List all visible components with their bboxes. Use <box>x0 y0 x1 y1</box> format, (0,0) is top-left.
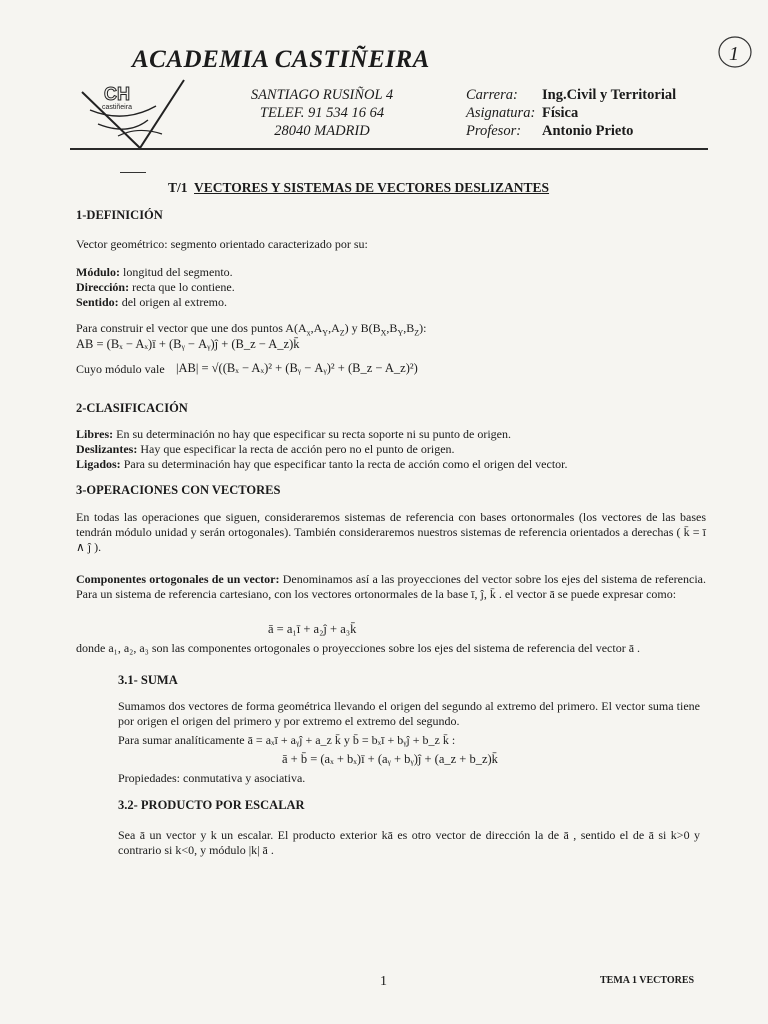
modulus-label: Cuyo módulo vale <box>76 362 165 376</box>
course-key: Carrera: <box>466 87 518 103</box>
academy-name: ACADEMIA CASTIÑEIRA <box>132 46 430 73</box>
address-line: SANTIAGO RUSIÑOL 4 <box>250 87 394 103</box>
teacher-key: Profesor: <box>466 123 522 139</box>
classification-list <box>76 427 568 472</box>
item-text: recta que lo contiene. <box>129 280 235 294</box>
item-text: Hay que especificar la recta de acción pero no el punto de origen. <box>137 442 455 456</box>
equation-a: ā = a₁ī + a₂ĵ + a₃k̄ <box>268 622 357 636</box>
definition-intro: Vector geométrico: segmento orientado caracterizado por su: <box>76 237 368 251</box>
equation-modulus: |AB| = √((Bₓ − Aₓ)² + (Bᵧ − Aᵧ)² + (B_z − A_z)²) <box>176 361 418 375</box>
definition-list <box>76 265 235 310</box>
sum-analytic-line: Para sumar analíticamente ā = aₓī + aᵧĵ + a_z k̄ y b̄ = bₓī + bᵧĵ + b_z k̄ : <box>118 733 456 747</box>
item-term: Sentido: <box>76 295 119 309</box>
section-heading: 2-CLASIFICACIÓN <box>76 401 188 415</box>
equation-sum: ā + b̄ = (aₓ + bₓ)ī + (aᵧ + bᵧ)ĵ + (a_z + b_z)k̄ <box>282 752 498 766</box>
list-item <box>76 265 235 280</box>
list-item <box>76 295 235 310</box>
course-value: Ing.Civil y Territorial <box>542 87 677 103</box>
scalar-paragraph: Sea ā un vector y k un escalar. El producto exterior kā es otro vector de dirección la de ā , sentido el de ā si k>0 y contrario si k<0, y módulo |k| ā . <box>118 828 700 857</box>
subsection-heading: 3.2- PRODUCTO POR ESCALAR <box>118 798 305 812</box>
footer-label: TEMA 1 VECTORES <box>600 975 695 986</box>
components-text: Denominamos así a las proyecciones del vector sobre los ejes del sistema de referencia. Para un sistema de referencia cartesiano, con los vectores ortonormales de la base ī, ĵ, k̄ . el vector ā se puede expresar como: <box>76 572 706 601</box>
academy-address <box>232 86 412 140</box>
construct-line: Para construir el vector que une dos puntos $A(A_x,A_Y,A_Z)$ y $B(B_X,B_Y,B_Z)$: <box>76 321 427 338</box>
topic-name: VECTORES Y SISTEMAS DE VECTORES DESLIZANTES <box>194 180 550 195</box>
list-item <box>76 427 568 442</box>
operations-paragraph: En todas las operaciones que siguen, consideraremos sistemas de referencia con bases ortonormales (los vectores de las bases tendrán módulo unidad y serán ortogonales). También consideraremos nuestros sistemas de referencia orientados a derechas ( k̄ = ī ∧ ĵ ). <box>76 510 706 554</box>
item-text: longitud del segmento. <box>120 265 233 279</box>
item-term: Deslizantes: <box>76 442 138 456</box>
components-where: donde a₁, a₂, a₃ son las componentes ortogonales o proyecciones sobre los ejes del sistema de referencia del vector ā . <box>76 641 641 655</box>
address-line: 28040 MADRID <box>274 123 370 139</box>
subject-value: Física <box>542 105 579 121</box>
teacher-value: Antonio Prieto <box>542 123 634 139</box>
subject-key: Asignatura: <box>466 105 536 121</box>
academy-logo <box>78 76 188 156</box>
subsection-heading: 3.1- SUMA <box>118 673 178 687</box>
subject-row <box>466 104 676 122</box>
sum-paragraph: Sumamos dos vectores de forma geométrica llevando el origen del segundo al extremo del primero. El vector suma tiene por origen el origen del primero y por extremo el extremo del segundo. <box>118 699 700 728</box>
item-term: Libres: <box>76 427 114 441</box>
page-mark-circle <box>716 32 754 72</box>
item-term: Ligados: <box>76 457 121 471</box>
list-item <box>76 457 568 472</box>
components-paragraph <box>76 572 706 602</box>
components-term: Componentes ortogonales de un vector: <box>76 572 280 586</box>
equation-ab: AB = (Bₓ − Aₓ)ī + (Bᵧ − Aᵧ)ĵ + (B_z − A_z)k̄ <box>76 337 300 351</box>
header-divider <box>70 148 708 150</box>
item-term: Módulo: <box>76 265 121 279</box>
topic-title <box>168 180 549 196</box>
logo-initials: CH <box>104 84 130 104</box>
list-item <box>76 442 568 457</box>
sum-properties: Propiedades: conmutativa y asociativa. <box>118 771 306 785</box>
logo-text: castiñeira <box>102 104 132 111</box>
course-info <box>466 86 676 140</box>
page-number: 1 <box>380 974 387 989</box>
item-text: En su determinación no hay que especificar su recta soporte ni su punto de origen. <box>113 427 511 441</box>
teacher-row <box>466 122 676 140</box>
item-text: Para su determinación hay que especificar tanto la recta de acción como el origen del vector. <box>120 457 568 471</box>
course-row <box>466 86 676 104</box>
address-line: TELEF. 91 534 16 64 <box>259 105 385 121</box>
topic-prefix: T/1 <box>168 180 188 195</box>
item-text: del origen al extremo. <box>118 295 227 309</box>
section-heading: 3-OPERACIONES CON VECTORES <box>76 483 281 497</box>
section-heading: 1-DEFINICIÓN <box>76 208 163 222</box>
item-term: Dirección: <box>76 280 130 294</box>
page-mark: 1 <box>729 43 739 65</box>
list-item <box>76 280 235 295</box>
small-dash <box>120 172 146 173</box>
